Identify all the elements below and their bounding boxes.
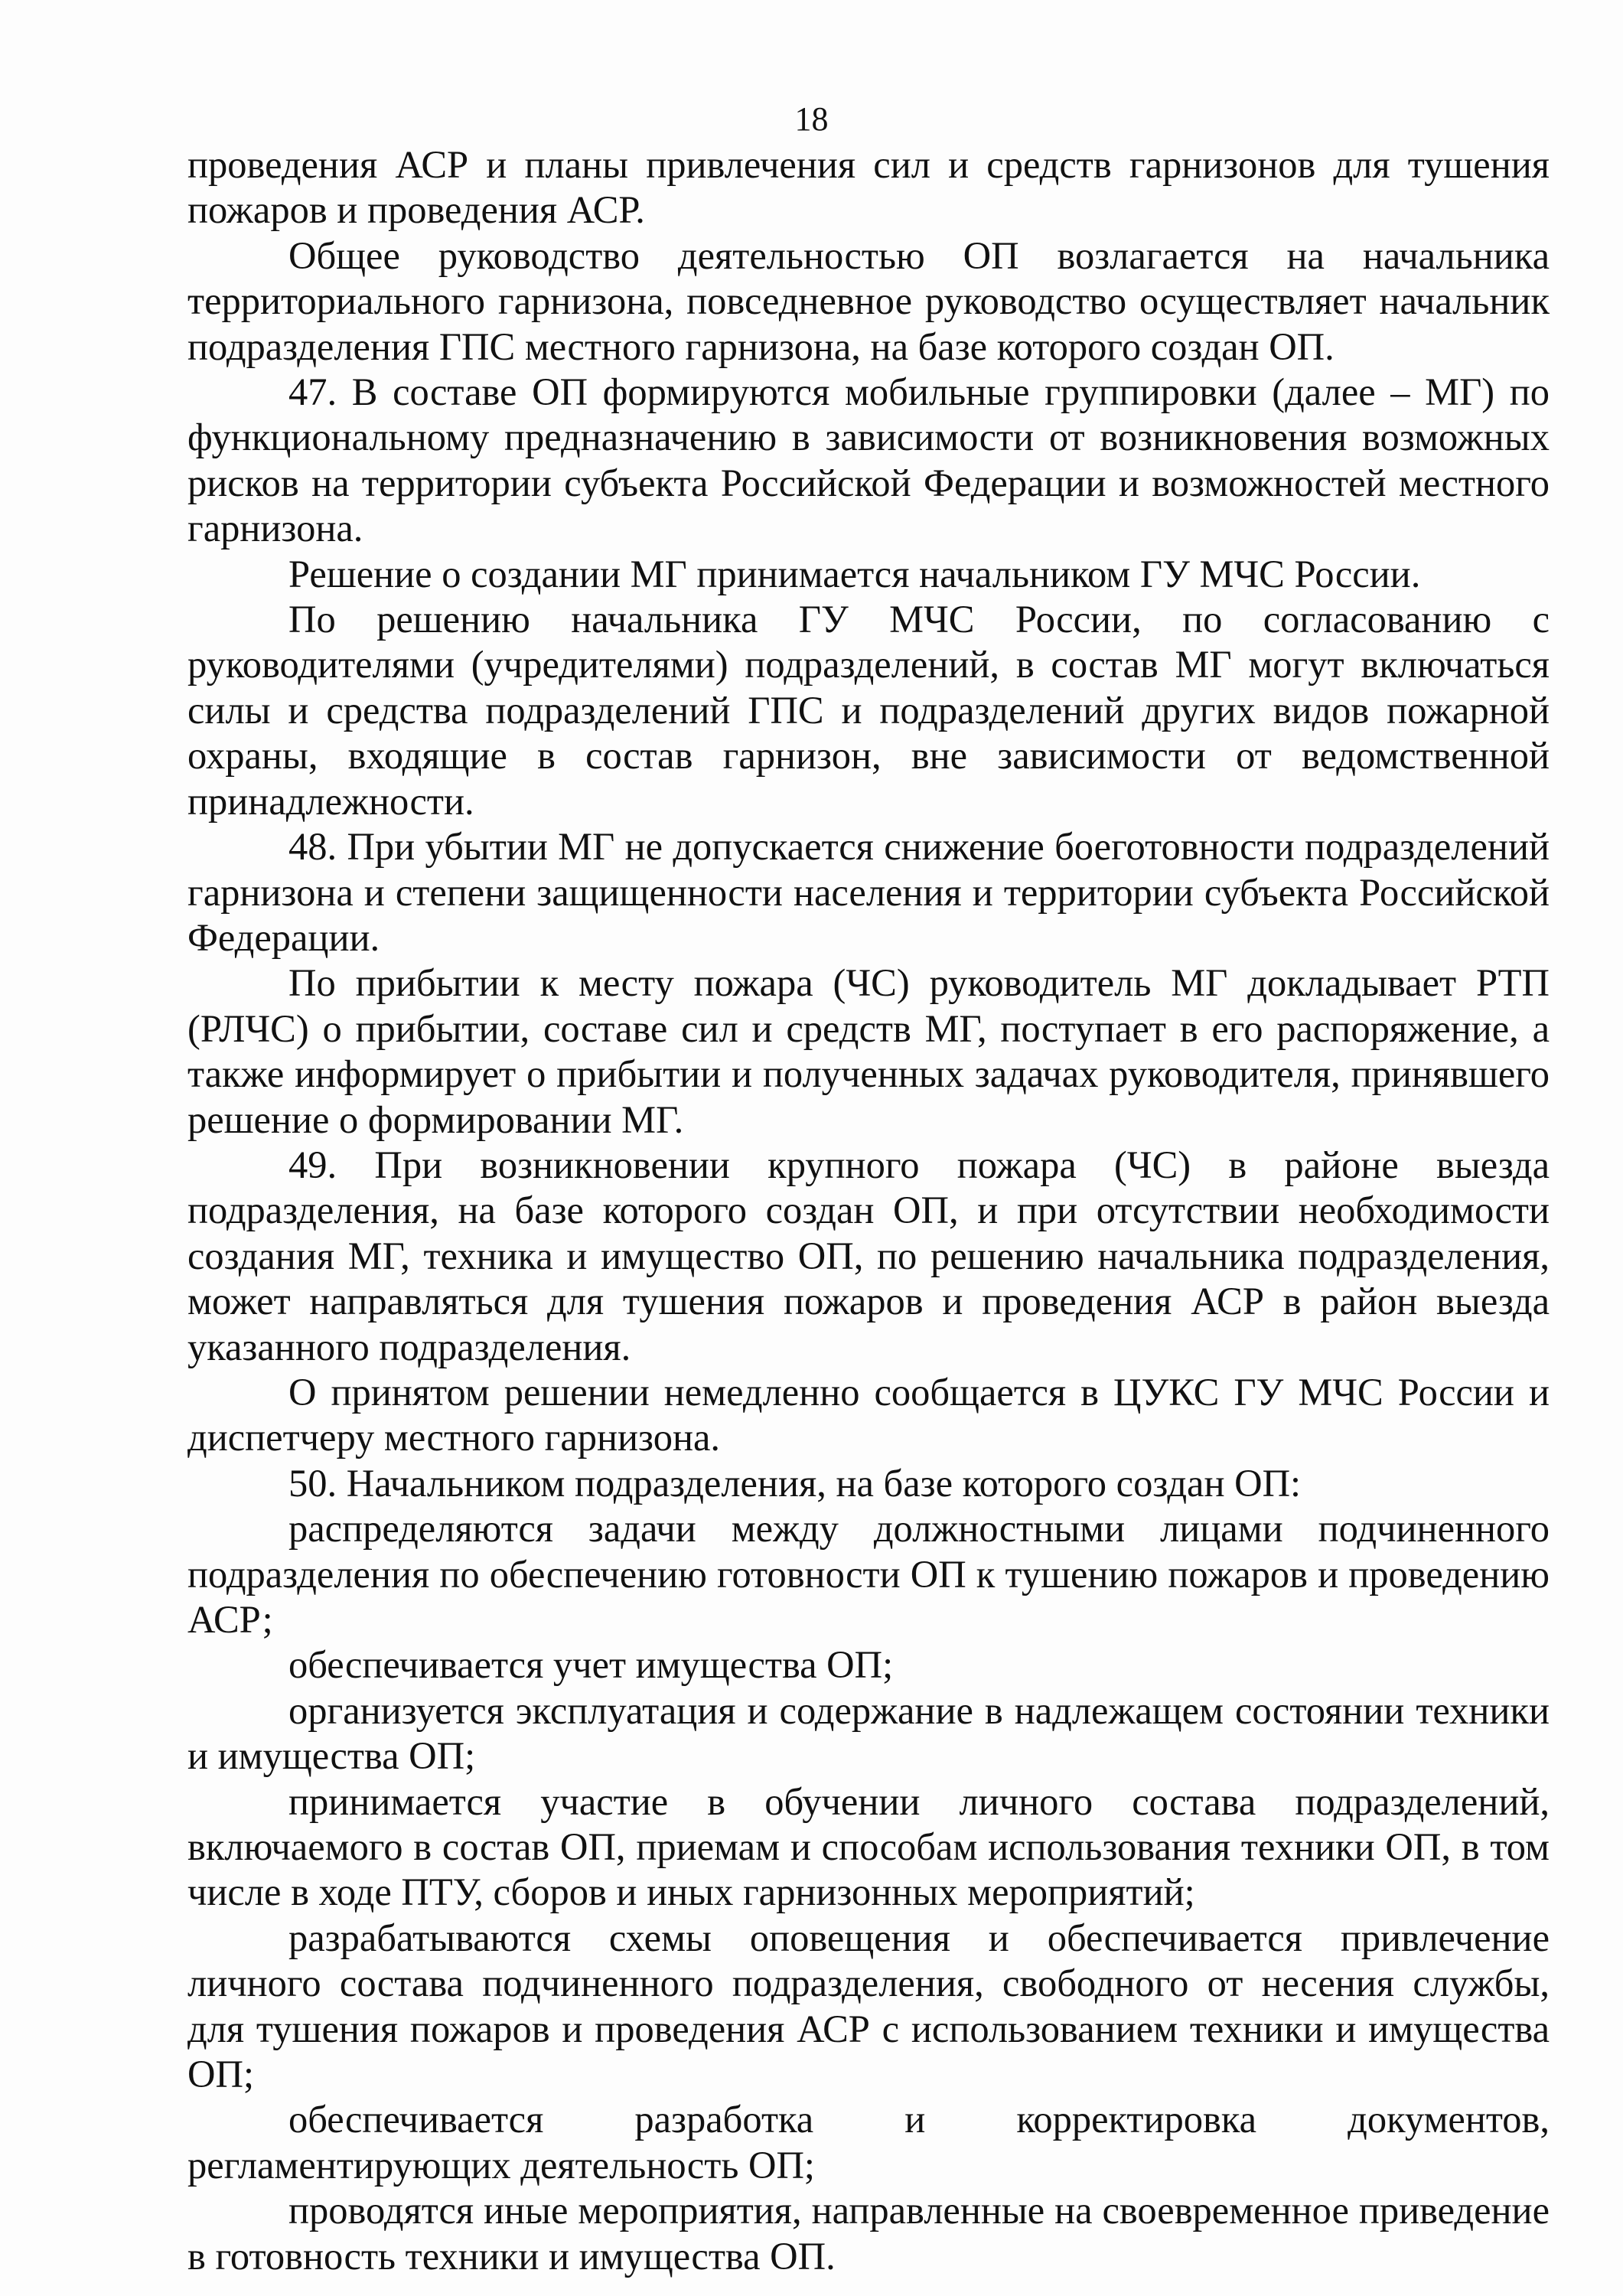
paragraph: Общее руководство деятельностью ОП возлагается на начальника территориального гарнизона, повседневное руководство осуществляет начальник подразделения ГПС местного гарнизона, на базе которого создан ОП. [187,233,1550,368]
paragraph: По прибытии к месту пожара (ЧС) руководитель МГ докладывает РТП (РЛЧС) о прибытии, составе сил и средств МГ, поступает в его распоряжение, а также информирует о прибытии и полученных задачах руководителя, принявшего решение о формировании МГ. [187,961,1550,1141]
list-item: обеспечивается разработка и корректировка документов, регламентирующих деятельность ОП; [187,2098,1550,2187]
paragraph-item-49: 49. При возникновении крупного пожара (ЧС) в районе выезда подразделения, на базе которого создан ОП, и при отсутствии необходимости создания МГ, техника и имущество ОП, по решению начальника подразделения, может направляться для тушения пожаров и проведения АСР в район выезда указанного подразделения. [187,1143,1550,1368]
paragraph-continuation: проведения АСР и планы привлечения сил и средств гарнизонов для тушения пожаров и проведения АСР. [187,143,1550,232]
list-item: принимается участие в обучении личного состава подразделений, включаемого в состав ОП, приемам и способам использования техники ОП, в том числе в ходе ПТУ, сборов и иных гарнизонных мероприятий; [187,1779,1550,1914]
list-item: проводятся иные мероприятия, направленные на своевременное приведение в готовность техники и имущества ОП. [187,2189,1550,2278]
page-number: 18 [794,100,829,138]
list-item: организуется эксплуатация и содержание в надлежащем состоянии техники и имущества ОП; [187,1688,1550,1778]
paragraph: По решению начальника ГУ МЧС России, по согласованию с руководителями (учредителями) подразделений, в состав МГ могут включаться силы и средства подразделений ГПС и подразделений других видов пожарной охраны, входящие в состав гарнизон, вне зависимости от ведомственной принадлежности. [187,598,1550,823]
paragraph-item-48: 48. При убытии МГ не допускается снижение боеготовности подразделений гарнизона и степени защищенности населения и территории субъекта Российской Федерации. [187,825,1550,959]
document-body [187,142,1550,2279]
paragraph-item-47: 47. В составе ОП формируются мобильные группировки (далее – МГ) по функциональному предназначению в зависимости от возникновения возможных рисков на территории субъекта Российской Федерации и возможностей местного гарнизона. [187,370,1550,550]
paragraph: О принятом решении немедленно сообщается в ЦУКС ГУ МЧС России и диспетчеру местного гарнизона. [187,1370,1550,1459]
list-item: обеспечивается учет имущества ОП; [288,1643,894,1687]
list-item: разрабатываются схемы оповещения и обеспечивается привлечение личного состава подчиненного подразделения, свободного от несения службы, для тушения пожаров и проведения АСР с использованием техники и имущества ОП; [187,1916,1550,2096]
list-item: распределяются задачи между должностными лицами подчиненного подразделения по обеспечению готовности ОП к тушению пожаров и проведению АСР; [187,1507,1550,1641]
paragraph-item-50: 50. Начальником подразделения, на базе которого создан ОП: [288,1461,1302,1505]
paragraph: Решение о создании МГ принимается начальником ГУ МЧС России. [288,552,1421,595]
